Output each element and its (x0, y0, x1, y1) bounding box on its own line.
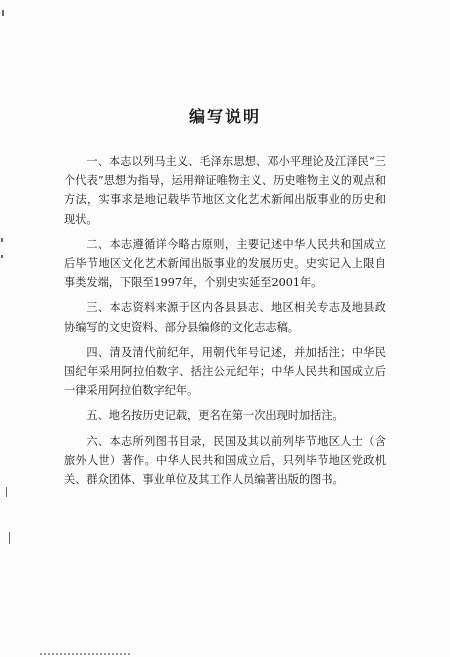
paragraph: 三、本志资料来源于区内各县县志、地区相关专志及地县政协编写的文史资料、部分县编修的文化志志稿。 (64, 301, 386, 334)
scan-edge-mark (9, 532, 10, 544)
paragraph: 一、本志以列马主义、毛泽东思想、邓小平理论及江泽民“三个代表”思想为指导，运用辩证唯物主义、历史唯物主义的观点和方法，实事求是地记载毕节地区文化艺术新闻出版事业的历史和现状。 (64, 155, 386, 226)
scan-edge-mark (1, 255, 3, 258)
paragraph: 六、本志所列图书目录，民国及其以前列毕节地区人士（含旅外人世）著作。中华人民共和国成立后，只列毕节地区党政机关、群众团体、事业单位及其工作人员编著出版的图书。 (64, 434, 386, 487)
scan-edge-mark (6, 487, 7, 497)
paragraph: 五、地名按历史记载，更名在第一次出现时加括注。 (86, 409, 344, 423)
page-title: 编写说明 (188, 107, 261, 126)
paragraph: 四、清及清代前纪年，用朝代年号记述，并加括注；中华民国纪年采用阿拉伯数字、括注公元纪年；中华人民共和国成立后一律采用阿拉伯数字纪年。 (64, 345, 386, 398)
scan-bottom-artifact (40, 650, 130, 655)
scan-edge-mark (2, 10, 4, 16)
body-text (64, 152, 386, 495)
scan-edge-mark (1, 238, 3, 242)
paragraph: 二、本志遵循详今略古原则，主要记述中华人民共和国成立后毕节地区文化艺术新闻出版事业的发展历史。史实记入上限自事类发端，下限至1997年，个别史实延至2001年。 (64, 237, 386, 290)
